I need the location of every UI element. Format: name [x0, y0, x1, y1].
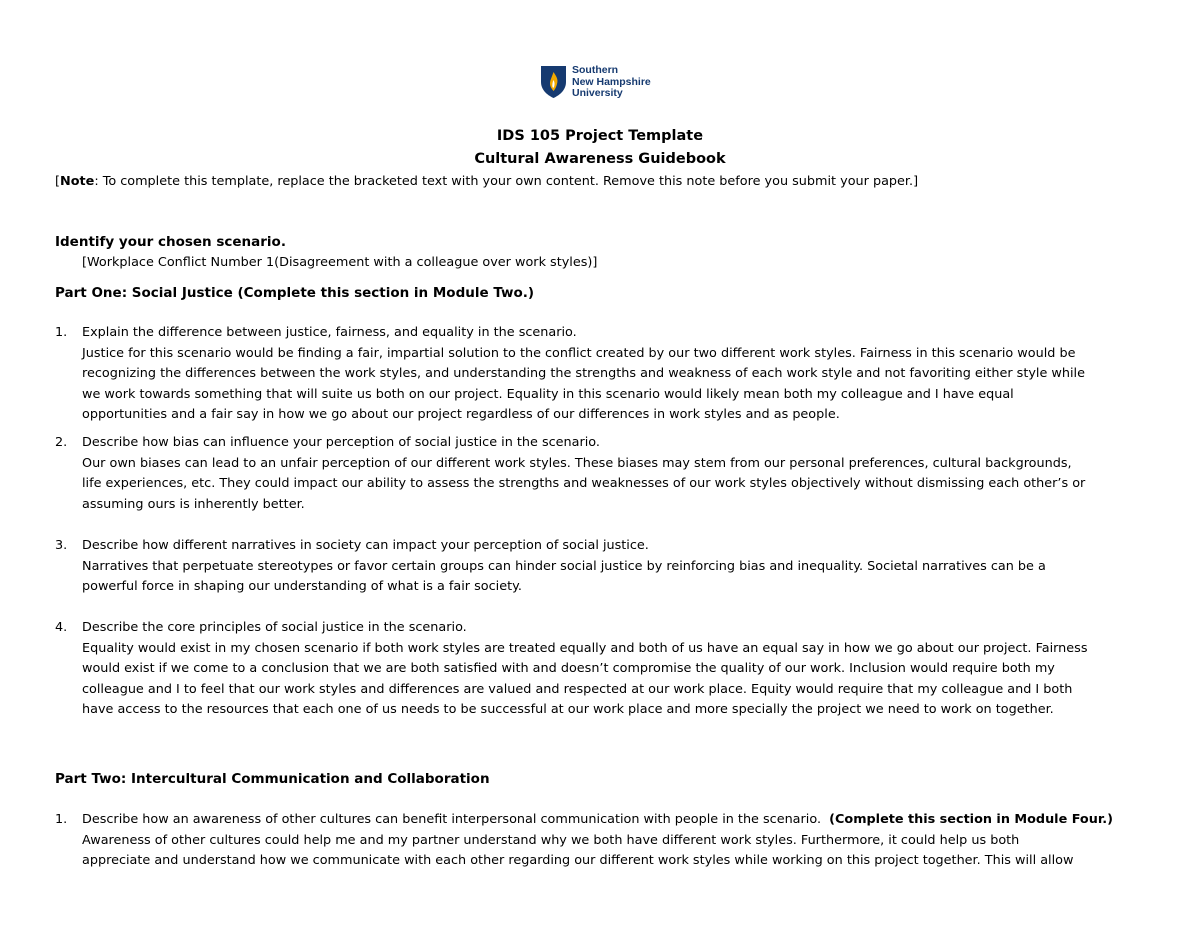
- question-3: [82, 536, 1046, 598]
- item-number: 3.: [55, 538, 68, 553]
- shield-flame-icon: [540, 65, 567, 99]
- item-number: 1.: [55, 812, 68, 827]
- logo-line-2: New Hampshire: [572, 75, 651, 88]
- question-text: Describe how bias can influence your perception of social justice in the scenario.: [82, 435, 600, 450]
- answer-line: have access to the resources that each one of us needs to be successful at our work place and more specially the project we need to work on together.: [82, 702, 1054, 717]
- question-text: Describe how different narratives in society can impact your perception of social justice.: [82, 538, 649, 553]
- item-number: 4.: [55, 620, 68, 635]
- answer-line: Justice for this scenario would be finding a fair, impartial solution to the conflict created by our two different work styles. Fairness in this scenario would be: [82, 345, 1076, 361]
- answer-line: opportunities and a fair say in how we go about our project regardless of our differences in work styles and as people.: [82, 407, 840, 422]
- logo-line-1: Southern: [572, 64, 619, 76]
- scenario-heading: Identify your chosen scenario.: [55, 234, 286, 250]
- university-logo: [540, 65, 651, 100]
- question-line: [82, 810, 1113, 831]
- question-text: Describe the core principles of social justice in the scenario.: [82, 620, 467, 635]
- answer-line: colleague and I to feel that our work styles and differences are valued and respected at our work place. Equity would require that my colleague and I both: [82, 681, 1073, 697]
- answer-line: recognizing the differences between the work styles, and understanding the strengths and weakness of each work style and not favoriting either style while: [82, 366, 1085, 381]
- answer-line: Our own biases can lead to an unfair perception of our different work styles. These biases may stem from our personal preferences, cultural backgrounds,: [82, 455, 1072, 471]
- scenario-text: [Workplace Conflict Number 1(Disagreement with a colleague over work styles)]: [82, 255, 598, 270]
- question-text: Describe how an awareness of other cultures can benefit interpersonal communication with people in the scenario.: [82, 812, 822, 827]
- answer-line: Awareness of other cultures could help me and my partner understand why we both have different work styles. Furthermore, it could help us both: [82, 832, 1020, 848]
- answer-line: Equality would exist in my chosen scenario if both work styles are treated equally and both of us have an equal say in how we go about our project. Fairness: [82, 640, 1088, 656]
- answer-line: powerful force in shaping our understanding of what is a fair society.: [82, 579, 522, 594]
- item-number: 2.: [55, 435, 68, 450]
- answer-line: appreciate and understand how we communicate with each other regarding our different work styles while working on this project together. This will allow: [82, 853, 1074, 868]
- question-1: [82, 323, 1085, 426]
- answer-line: Narratives that perpetuate stereotypes or favor certain groups can hinder social justice by reinforcing bias and inequality. Societal narratives can be a: [82, 558, 1046, 574]
- question-4: [82, 618, 1088, 721]
- part-two-heading: Part Two: Intercultural Communication and Collaboration: [55, 771, 490, 787]
- answer-line: would exist if we come to a conclusion that we are both satisfied with and doesn’t compromise the quality of our work. Inclusion would require both my: [82, 661, 1055, 676]
- document-subtitle: Cultural Awareness Guidebook: [474, 151, 726, 167]
- part-two-question-1: [82, 810, 1113, 872]
- logo-line-3: University: [572, 87, 623, 99]
- document-title: IDS 105 Project Template: [496, 128, 704, 144]
- answer-line: life experiences, etc. They could impact our ability to assess the strengths and weaknesses of our work styles objectively without dismissing each other’s or: [82, 476, 1086, 491]
- answer-line: assuming ours is inherently better.: [82, 496, 305, 512]
- note-label: Note: [60, 174, 95, 189]
- template-note: [55, 174, 918, 189]
- item-number: 1.: [55, 325, 68, 340]
- question-text: Explain the difference between justice, fairness, and equality in the scenario.: [82, 325, 577, 340]
- answer-line: we work towards something that will suite us both on our project. Equality in this scenario would likely mean both my colleague and I have equal: [82, 386, 1014, 402]
- part-one-heading: Part One: Social Justice (Complete this section in Module Two.): [55, 285, 535, 301]
- note-bracket: [: [55, 174, 60, 189]
- question-2: [82, 433, 1085, 515]
- note-text: : To complete this template, replace the bracketed text with your own content. Remove this note before you submit your paper.]: [94, 174, 919, 189]
- module-note: (Complete this section in Module Four.): [829, 812, 1114, 827]
